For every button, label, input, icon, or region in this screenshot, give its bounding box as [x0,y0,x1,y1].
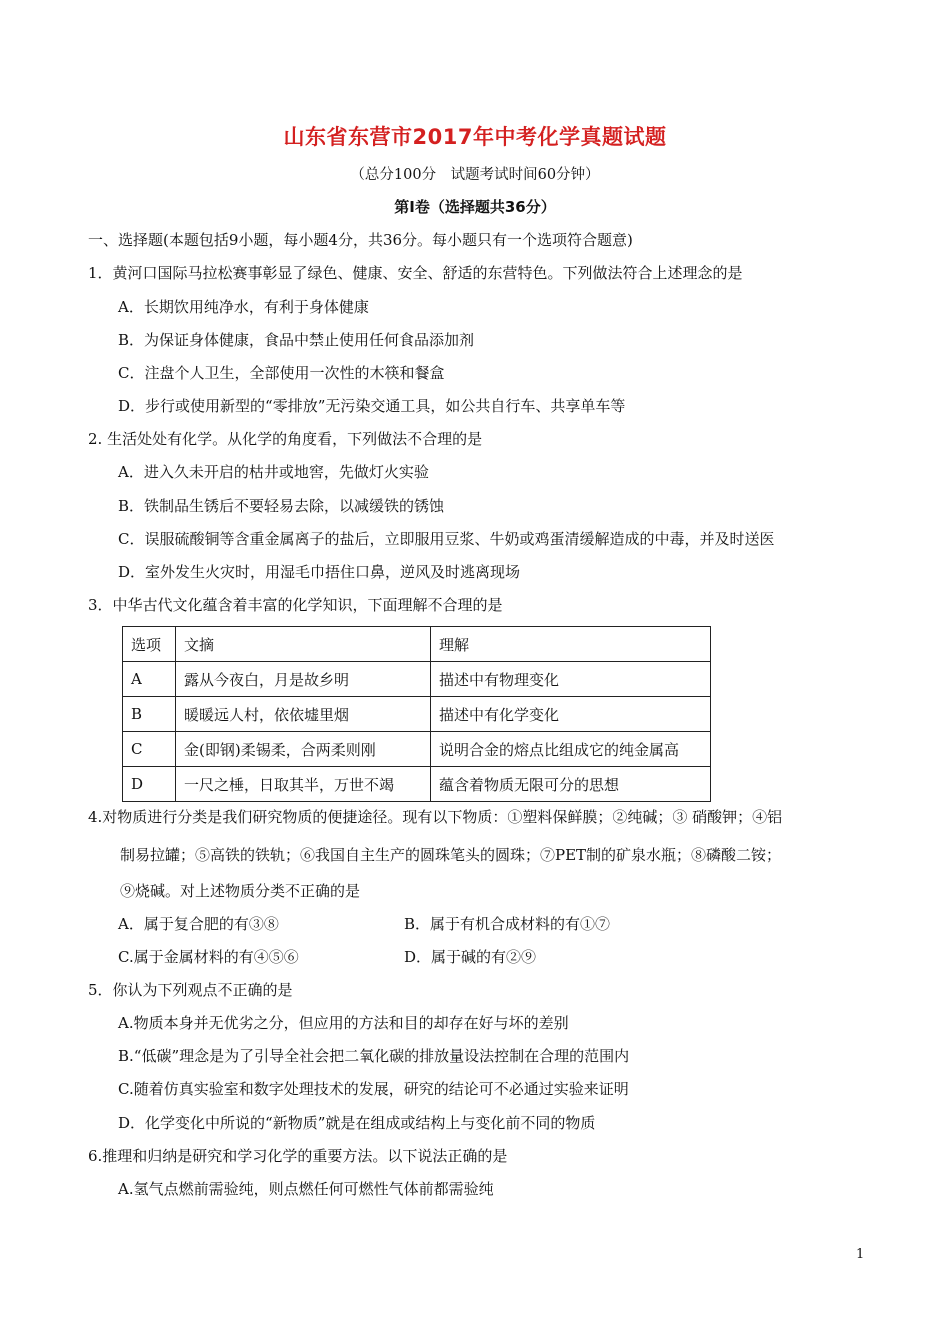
question-2-option-b: B．铁制品生锈后不要轻易去除，以减缓铁的锈蚀 [118,497,445,515]
question-4-stem-line-2: 制易拉罐；⑤高铁的铁轨；⑥我国自主生产的圆珠笔头的圆珠；⑦PET制的矿泉水瓶；⑧磷酸二铵； [120,846,782,864]
exam-subtitle: （总分100分 试题考试时间60分钟） [350,167,600,183]
question-3-table [122,626,711,802]
question-6-stem: 6.推理和归纳是研究和学习化学的重要方法。以下说法正确的是 [88,1147,508,1165]
question-2-option-c: C．误服硫酸铜等含重金属离子的盐后，立即服用豆浆、牛奶或鸡蛋清缓解造成的中毒，并及时送医 [118,530,775,548]
table-cell: B [123,697,176,732]
question-6-option-a: A.氢气点燃前需验纯，则点燃任何可燃性气体前都需验纯 [118,1180,494,1198]
page-number: 1 [856,1247,865,1262]
question-5-option-a: A.物质本身并无优劣之分，但应用的方法和目的却存在好与坏的差别 [118,1014,569,1032]
table-cell: 暖暖远人村，依依墟里烟 [176,697,431,732]
question-2-option-d: D．室外发生火灾时，用湿毛巾捂住口鼻，逆风及时逃离现场 [118,563,521,581]
table-cell: 金(即钢)柔锡柔，合两柔则刚 [176,732,431,767]
table-header-cell: 选项 [123,627,176,662]
table-row [123,732,711,767]
question-5-option-d: D．化学变化中所说的“新物质”就是在组成或结构上与变化前不同的物质 [118,1114,596,1132]
table-cell: 一尺之棰，日取其半，万世不竭 [176,767,431,802]
table-row [123,697,711,732]
table-cell: A [123,662,176,697]
table-cell: D [123,767,176,802]
table-cell: 描述中有物理变化 [431,662,711,697]
question-4-stem-line-1: 4.对物质进行分类是我们研究物质的便捷途径。现有以下物质：①塑料保鲜膜；②纯碱；③ 硝酸钾；④铝 [88,808,783,826]
question-1-option-d: D．步行或使用新型的“零排放”无污染交通工具，如公共自行车、共享单车等 [118,397,626,415]
question-5-option-c: C.随着仿真实验室和数字处理技术的发展，研究的结论可不必通过实验来证明 [118,1080,629,1098]
table-header-row [123,627,711,662]
question-1-option-c: C．注盘个人卫生，全部使用一次性的木筷和餐盒 [118,364,445,382]
question-5-option-b: B.“低碳”理念是为了引导全社会把二氧化碳的排放量设法控制在合理的范围内 [118,1047,630,1065]
question-4-option-c: C.属于金属材料的有④⑤⑥ [118,948,299,966]
question-5-stem: 5．你认为下列观点不正确的是 [88,981,293,999]
table-header-cell: 文摘 [176,627,431,662]
instructions: 一、选择题(本题包括9小题，每小题4分，共36分。每小题只有一个选项符合题意) [88,231,633,249]
table-cell: 露从今夜白，月是故乡明 [176,662,431,697]
table-row [123,662,711,697]
section-heading: 第Ⅰ卷（选择题共36分） [394,198,556,216]
table-row [123,767,711,802]
table-cell: 说明合金的熔点比组成它的纯金属高 [431,732,711,767]
question-1-stem: 1．黄河口国际马拉松赛事彰显了绿色、健康、安全、舒适的东营特色。下列做法符合上述理念的是 [88,264,743,282]
table-cell: 蕴含着物质无限可分的思想 [431,767,711,802]
question-4-option-a: A．属于复合肥的有③⑧ [118,915,279,933]
question-4-option-b: B．属于有机合成材料的有①⑦ [404,915,611,933]
table-header-cell: 理解 [431,627,711,662]
question-1-option-b: B．为保证身体健康，食品中禁止使用任何食品添加剂 [118,331,475,349]
question-4-option-d: D．属于碱的有②⑨ [404,948,537,966]
question-4-stem-line-3: ⑨烧碱。对上述物质分类不正确的是 [120,882,361,900]
exam-title: 山东省东营市2017年中考化学真题试题 [283,125,667,149]
question-1-option-a: A．长期饮用纯净水，有利于身体健康 [118,298,369,316]
table-cell: C [123,732,176,767]
question-3-stem: 3．中华古代文化蕴含着丰富的化学知识，下面理解不合理的是 [88,596,503,614]
question-2-stem: 2. 生活处处有化学。从化学的角度看，下列做法不合理的是 [88,430,483,448]
question-2-option-a: A．进入久未开启的枯井或地窖，先做灯火实验 [118,463,429,481]
table-cell: 描述中有化学变化 [431,697,711,732]
